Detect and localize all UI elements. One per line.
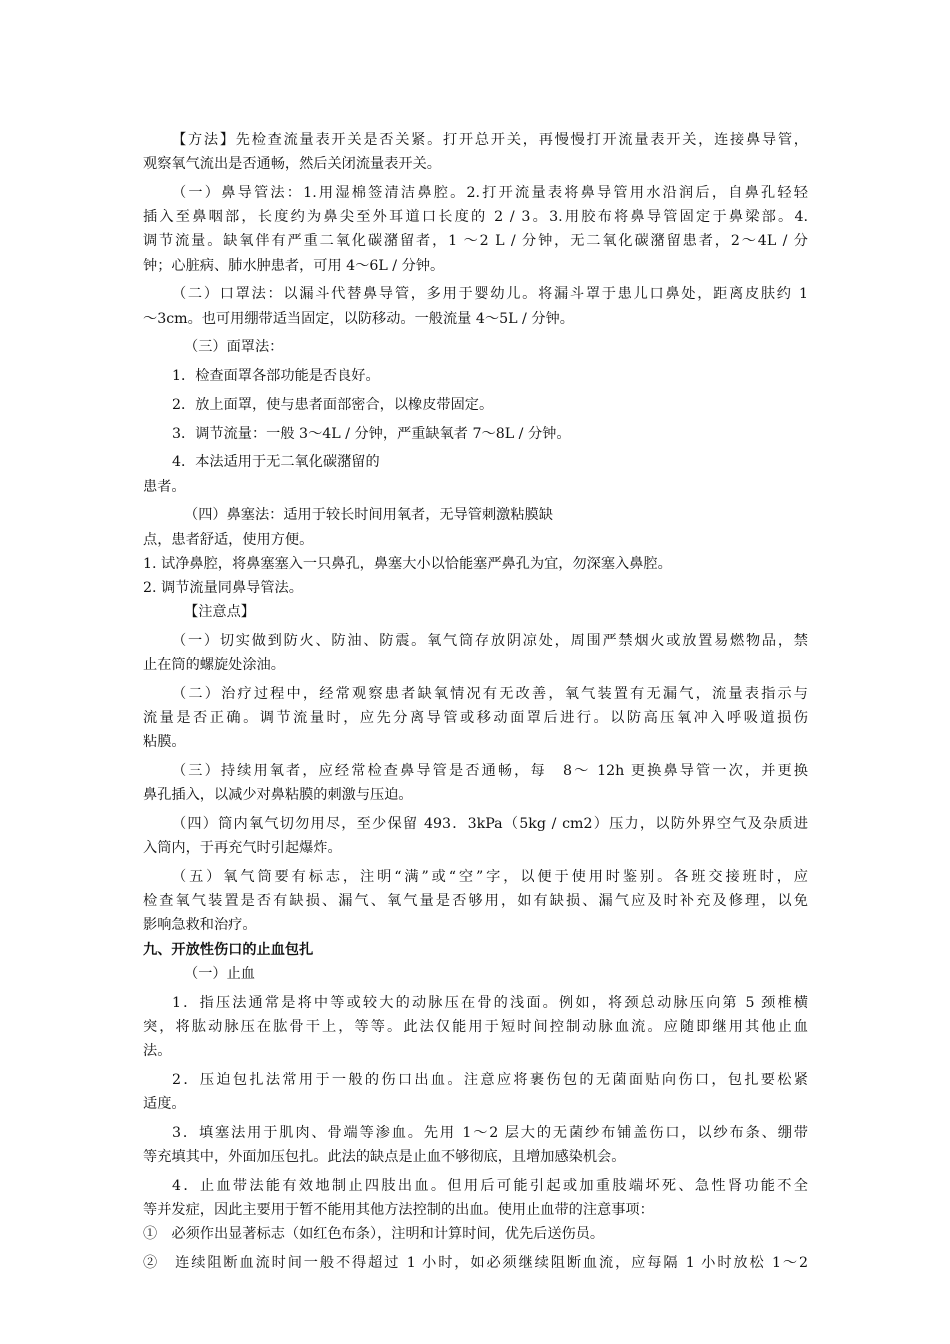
text-line: 等充填其中，外面加压包扎。此法的缺点是止血不够彻底，且增加感染机会。 bbox=[143, 1148, 626, 1165]
text-line: 影响急救和治疗。 bbox=[143, 917, 257, 934]
text-line: （二）治疗过程中，经常观察患者缺氧情况有无改善，氧气装置有无漏气，流量表指示与 bbox=[172, 685, 808, 702]
text-line: 鼻孔插入，以减少对鼻粘膜的刺激与压迫。 bbox=[143, 787, 413, 804]
text-line: （四）鼻塞法：适用于较长时间用氧者，无导管刺激粘膜缺 bbox=[184, 507, 553, 524]
text-line: 患者。 bbox=[143, 478, 186, 495]
text-line: 等并发症，因此主要用于暂不能用其他方法控制的出血。使用止血带的注意事项： bbox=[143, 1201, 654, 1218]
text-line: 2. 调节流量同鼻导管法。 bbox=[143, 579, 303, 596]
text-line: （一）切实做到防火、防油、防震。氧气筒存放阴凉处，周围严禁烟火或放置易燃物品，禁 bbox=[172, 632, 808, 649]
text-line: 1. 试净鼻腔，将鼻塞塞入一只鼻孔，鼻塞大小以恰能塞严鼻孔为宜，勿深塞入鼻腔。 bbox=[143, 555, 672, 572]
text-line: 入筒内，于再充气时引起爆炸。 bbox=[143, 840, 342, 857]
text-line: 止在筒的螺旋处涂油。 bbox=[143, 657, 285, 674]
text-line: （四）筒内氧气切勿用尽，至少保留 493．3kPa（5kg / cm2）压力，以防外界空气及杂质进 bbox=[172, 816, 808, 832]
section-heading: 九、开放性伤口的止血包扎 bbox=[143, 941, 314, 958]
document-body bbox=[143, 128, 808, 1275]
text-line: （五）氧气筒要有标志，注明“满”或“空”字，以便于使用时鉴别。各班交接班时，应 bbox=[172, 868, 808, 885]
text-line: 观察氧气流出是否通畅，然后关闭流量表开关。 bbox=[143, 156, 441, 173]
text-line: 检查氧气装置是否有缺损、漏气、氧气量是否够用，如有缺损、漏气应及时补充及修理，以免 bbox=[143, 893, 808, 910]
text-line: ① 必须作出显著标志（如红色布条），注明和计算时间，优先后送伤员。 bbox=[143, 1225, 605, 1242]
text-line: ② 连续阻断血流时间一般不得超过 1 小时，如必须继续阻断血流，应每隔 1 小时放松 1～2 bbox=[143, 1254, 808, 1271]
text-line: 【方法】先检查流量表开关是否关紧。打开总开关，再慢慢打开流量表开关，连接鼻导管， bbox=[172, 132, 808, 148]
text-line: 【注意点】 bbox=[184, 604, 255, 621]
text-line: 点，患者舒适，使用方便。 bbox=[143, 531, 314, 548]
text-line: 流量是否正确。调节流量时，应先分离导管或移动面罩后进行。以防高压氧冲入呼吸道损伤 bbox=[143, 710, 808, 727]
text-line: 1．检查面罩各部功能是否良好。 bbox=[172, 368, 380, 385]
text-line: 2．压迫包扎法常用于一般的伤口出血。注意应将裹伤包的无菌面贴向伤口，包扎要松紧 bbox=[172, 1071, 808, 1088]
text-line: 3．填塞法用于肌肉、骨端等渗血。先用 1～2 层大的无菌纱布铺盖伤口，以纱布条、绷带 bbox=[172, 1124, 808, 1141]
text-line: 粘膜。 bbox=[143, 734, 186, 751]
text-line: 突，将肱动脉压在肱骨干上，等等。此法仅能用于短时间控制动脉血流。应随即继用其他止血 bbox=[143, 1018, 808, 1035]
text-line: 2．放上面罩，使与患者面部密合，以橡皮带固定。 bbox=[172, 396, 494, 413]
text-line: 适度。 bbox=[143, 1095, 186, 1112]
text-line: （二）口罩法：以漏斗代替鼻导管，多用于婴幼儿。将漏斗罩于患儿口鼻处，距离皮肤约 1 bbox=[172, 286, 808, 303]
text-line: 插入至鼻咽部，长度约为鼻尖至外耳道口长度的 2 / 3。3.用胶布将鼻导管固定于鼻梁部。4. bbox=[143, 209, 808, 226]
text-line: 4．本法适用于无二氧化碳潴留的 bbox=[172, 454, 380, 471]
text-line: ～3cm。也可用绷带适当固定，以防移动。一般流量 4～5L / 分钟。 bbox=[143, 310, 574, 327]
text-line: （一）鼻导管法：1.用湿棉签清洁鼻腔。2.打开流量表将鼻导管用水沿润后，自鼻孔轻轻 bbox=[172, 184, 808, 201]
text-line: 法。 bbox=[143, 1042, 172, 1059]
text-line: 钟；心脏病、肺水肿患者，可用 4～6L / 分钟。 bbox=[143, 257, 445, 274]
text-line: （三）面罩法： bbox=[184, 339, 284, 356]
text-line: 1．指压法通常是将中等或较大的动脉压在骨的浅面。例如，将颈总动脉压向第 5 颈椎横 bbox=[172, 994, 808, 1011]
text-line: 3．调节流量：一般 3～4L / 分钟，严重缺氧者 7～8L / 分钟。 bbox=[172, 425, 571, 442]
text-line: （三）持续用氧者，应经常检查鼻导管是否通畅，每 8～ 12h 更换鼻导管一次，并更换 bbox=[172, 763, 808, 780]
text-line: 调节流量。缺氧伴有严重二氧化碳潴留者，1 ～2 L / 分钟，无二氧化碳潴留患者，2～4L / 分 bbox=[143, 233, 808, 250]
text-line: 4．止血带法能有效地制止四肢出血。但用后可能引起或加重肢端坏死、急性肾功能不全 bbox=[172, 1177, 808, 1194]
text-line: （一）止血 bbox=[184, 965, 255, 982]
